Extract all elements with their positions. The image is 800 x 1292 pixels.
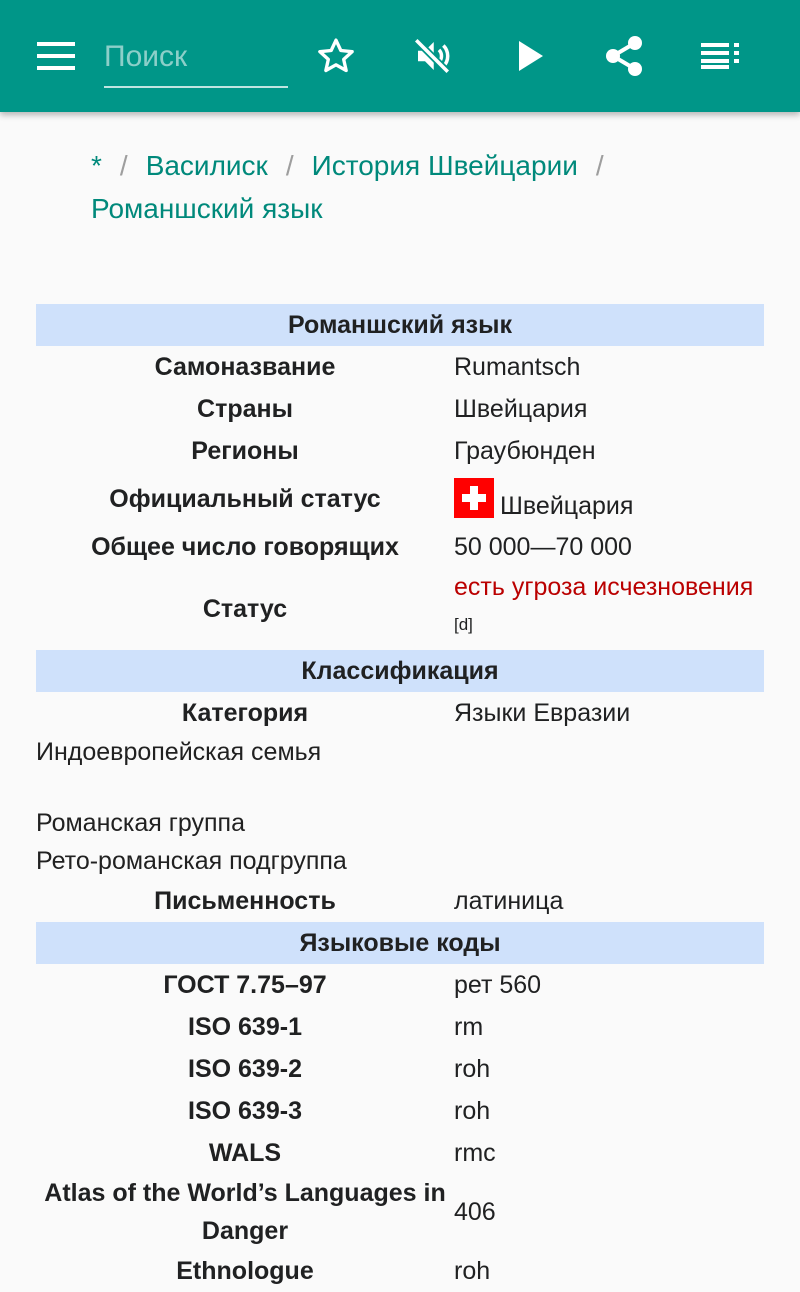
label-wals[interactable]: WALS <box>208 1138 282 1167</box>
row-regions <box>36 430 764 472</box>
row-speakers <box>36 526 764 568</box>
row-atlas <box>36 1174 764 1250</box>
star-icon <box>315 36 357 76</box>
row-ethnologue <box>36 1250 764 1292</box>
row-family <box>36 734 764 804</box>
value-script[interactable]: латиница <box>454 886 564 915</box>
label-regions: Регионы <box>191 436 299 465</box>
row-iso-639-3 <box>36 1090 764 1132</box>
row-self-name <box>36 346 764 388</box>
infobox-title: Романшский язык <box>36 304 764 346</box>
breadcrumb-separator: / <box>119 150 128 181</box>
swiss-flag-icon <box>454 478 494 518</box>
row-wals <box>36 1132 764 1174</box>
row-status <box>36 568 764 650</box>
codes-header-row <box>36 922 764 964</box>
breadcrumb-history-switzerland[interactable]: История Швейцарии <box>311 150 578 181</box>
language-infobox <box>36 304 764 1292</box>
value-group[interactable]: Романская группа <box>36 808 245 837</box>
label-official-status: Официальный статус <box>109 484 381 513</box>
value-iso-639-1: rm <box>454 1012 484 1041</box>
menu-button[interactable] <box>26 26 86 86</box>
label-status: Статус <box>202 594 288 623</box>
row-subgroup <box>36 842 764 880</box>
value-self-name: Rumantsch <box>454 352 581 381</box>
value-official-status <box>454 472 764 526</box>
value-category[interactable]: Языки Евразии <box>454 698 631 727</box>
value-atlas[interactable]: 406 <box>454 1197 496 1226</box>
play-button[interactable] <box>500 26 560 86</box>
breadcrumb-separator: / <box>285 150 294 181</box>
row-countries <box>36 388 764 430</box>
share-icon <box>604 35 644 77</box>
infobox-title-row <box>36 304 764 346</box>
label-iso-639-1[interactable]: ISO 639-1 <box>188 1012 302 1041</box>
classification-header: Классификация <box>36 650 764 692</box>
value-iso-639-3[interactable]: roh <box>454 1096 491 1125</box>
volume-off-icon <box>411 35 453 77</box>
label-speakers: Общее число говорящих <box>91 532 399 561</box>
label-ethnologue[interactable]: Ethnologue <box>176 1256 314 1285</box>
breadcrumb-root[interactable]: * <box>91 150 102 181</box>
value-gost: рет 560 <box>454 970 542 999</box>
label-iso-639-3[interactable]: ISO 639-3 <box>188 1096 302 1125</box>
bookmark-button[interactable] <box>306 26 366 86</box>
breadcrumb-separator: / <box>595 150 604 181</box>
label-iso-639-2[interactable]: ISO 639-2 <box>188 1054 302 1083</box>
breadcrumb <box>91 144 771 230</box>
classification-header-row <box>36 650 764 692</box>
list-icon <box>701 43 739 69</box>
row-iso-639-1 <box>36 1006 764 1048</box>
value-wals[interactable]: rmc <box>454 1138 496 1167</box>
label-self-name: Самоназвание <box>154 352 336 381</box>
value-speakers: 50 000—70 000 <box>454 532 632 561</box>
label-script: Письменность <box>154 886 336 915</box>
value-family[interactable]: Индоевропейская семья <box>36 738 322 767</box>
official-status-country[interactable]: Швейцария <box>500 491 634 520</box>
row-official-status <box>36 472 764 526</box>
value-iso-639-2: roh <box>454 1054 491 1083</box>
value-status <box>454 568 764 650</box>
row-gost <box>36 964 764 1006</box>
row-group <box>36 804 764 842</box>
status-link[interactable]: есть угроза исчезновения <box>454 573 754 601</box>
row-iso-639-2 <box>36 1048 764 1090</box>
app-toolbar <box>0 0 800 112</box>
share-button[interactable] <box>594 26 654 86</box>
row-category <box>36 692 764 734</box>
breadcrumb-romansh[interactable]: Романшский язык <box>91 193 323 224</box>
label-category: Категория <box>181 698 309 727</box>
play-icon <box>515 39 545 73</box>
row-script <box>36 880 764 922</box>
search-input[interactable] <box>104 22 288 88</box>
breadcrumb-vasilisk[interactable]: Василиск <box>145 150 268 181</box>
menu-icon <box>37 42 75 70</box>
mute-button[interactable] <box>402 26 462 86</box>
value-countries[interactable]: Швейцария <box>454 394 588 423</box>
label-atlas[interactable]: Atlas of the World’s Languages in Danger <box>44 1179 446 1246</box>
codes-header: Языковые коды <box>36 922 764 964</box>
contents-button[interactable] <box>690 26 750 86</box>
value-regions[interactable]: Граубюнден <box>454 436 596 465</box>
label-gost[interactable]: ГОСТ 7.75–97 <box>163 970 327 999</box>
value-ethnologue[interactable]: roh <box>454 1256 491 1285</box>
value-subgroup[interactable]: Рето-романская подгруппа <box>36 846 347 875</box>
wikidata-sup[interactable]: [d] <box>454 615 473 634</box>
label-countries: Страны <box>197 394 293 423</box>
